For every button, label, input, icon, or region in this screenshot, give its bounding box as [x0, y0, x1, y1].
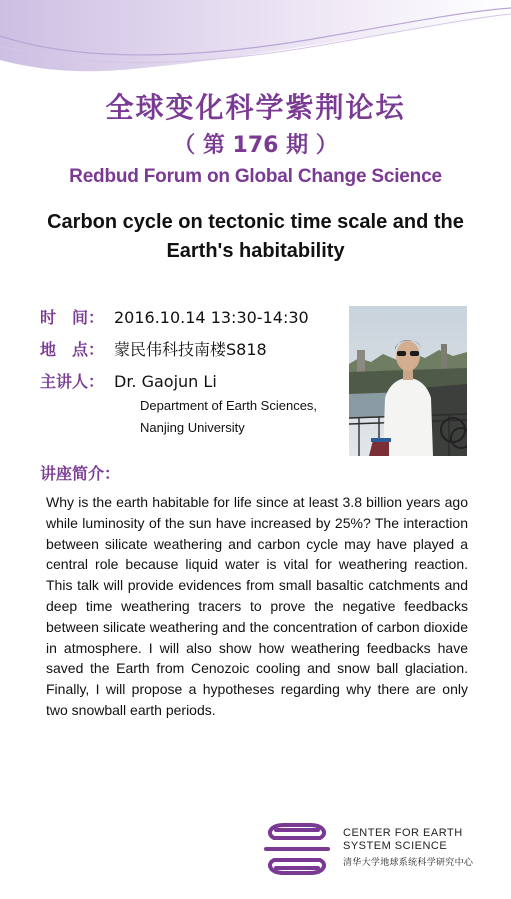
- speaker-label: 主讲人：: [40, 372, 105, 391]
- header-wave-decoration: [0, 0, 511, 90]
- ces-logo-icon: [262, 820, 332, 878]
- speaker-affiliation: [140, 395, 317, 439]
- speaker-row: [40, 369, 217, 392]
- time-row: [40, 305, 309, 328]
- speaker-university: Nanjing University: [140, 420, 245, 435]
- org-name-line2: SYSTEM SCIENCE: [343, 840, 448, 852]
- speaker-name: Dr. Gaojun Li: [114, 372, 217, 391]
- time-label: 时 间：: [40, 308, 105, 327]
- org-name-cn: 清华大学地球系统科学研究中心: [343, 858, 474, 868]
- time-value: 2016.10.14 13:30-14:30: [114, 308, 309, 327]
- forum-title-en: Redbud Forum on Global Change Science: [69, 166, 442, 187]
- abstract-text: Why is the earth habitable for life since at least 3.8 billion years ago while luminosity of the sun have increased by 25%? The interaction between silicate weathering and carbon cycle may have played a central role because liquid water is vital for weathering reaction. This talk will provide evidences from small basaltic catchments and deep time weathering tracers to prove the negative feedbacks between silicate weathering and the concentration of carbon dioxide in atmosphere. I will also show how weathering feedbacks have saved the Earth from Cenozoic cooling and snow ball glaciation. Finally, I will propose a hypotheses regarding why there are only two snowball earth periods.: [46, 494, 468, 718]
- place-value: 蒙民伟科技南楼S818: [114, 340, 267, 359]
- org-name-line1: CENTER FOR EARTH: [343, 827, 463, 839]
- place-label: 地 点：: [40, 340, 105, 359]
- place-row: [40, 337, 267, 360]
- abstract-heading: 讲座简介：: [40, 464, 121, 483]
- talk-title: Carbon cycle on tectonic time scale and the Earth's habitability: [47, 211, 464, 262]
- org-name-en: [343, 827, 463, 853]
- forum-title-cn: 全球变化科学紫荆论坛: [105, 91, 406, 124]
- speaker-department: Department of Earth Sciences,: [140, 398, 318, 413]
- issue-number: （ 第 176 期 ）: [173, 133, 338, 158]
- speaker-photo: [349, 306, 467, 456]
